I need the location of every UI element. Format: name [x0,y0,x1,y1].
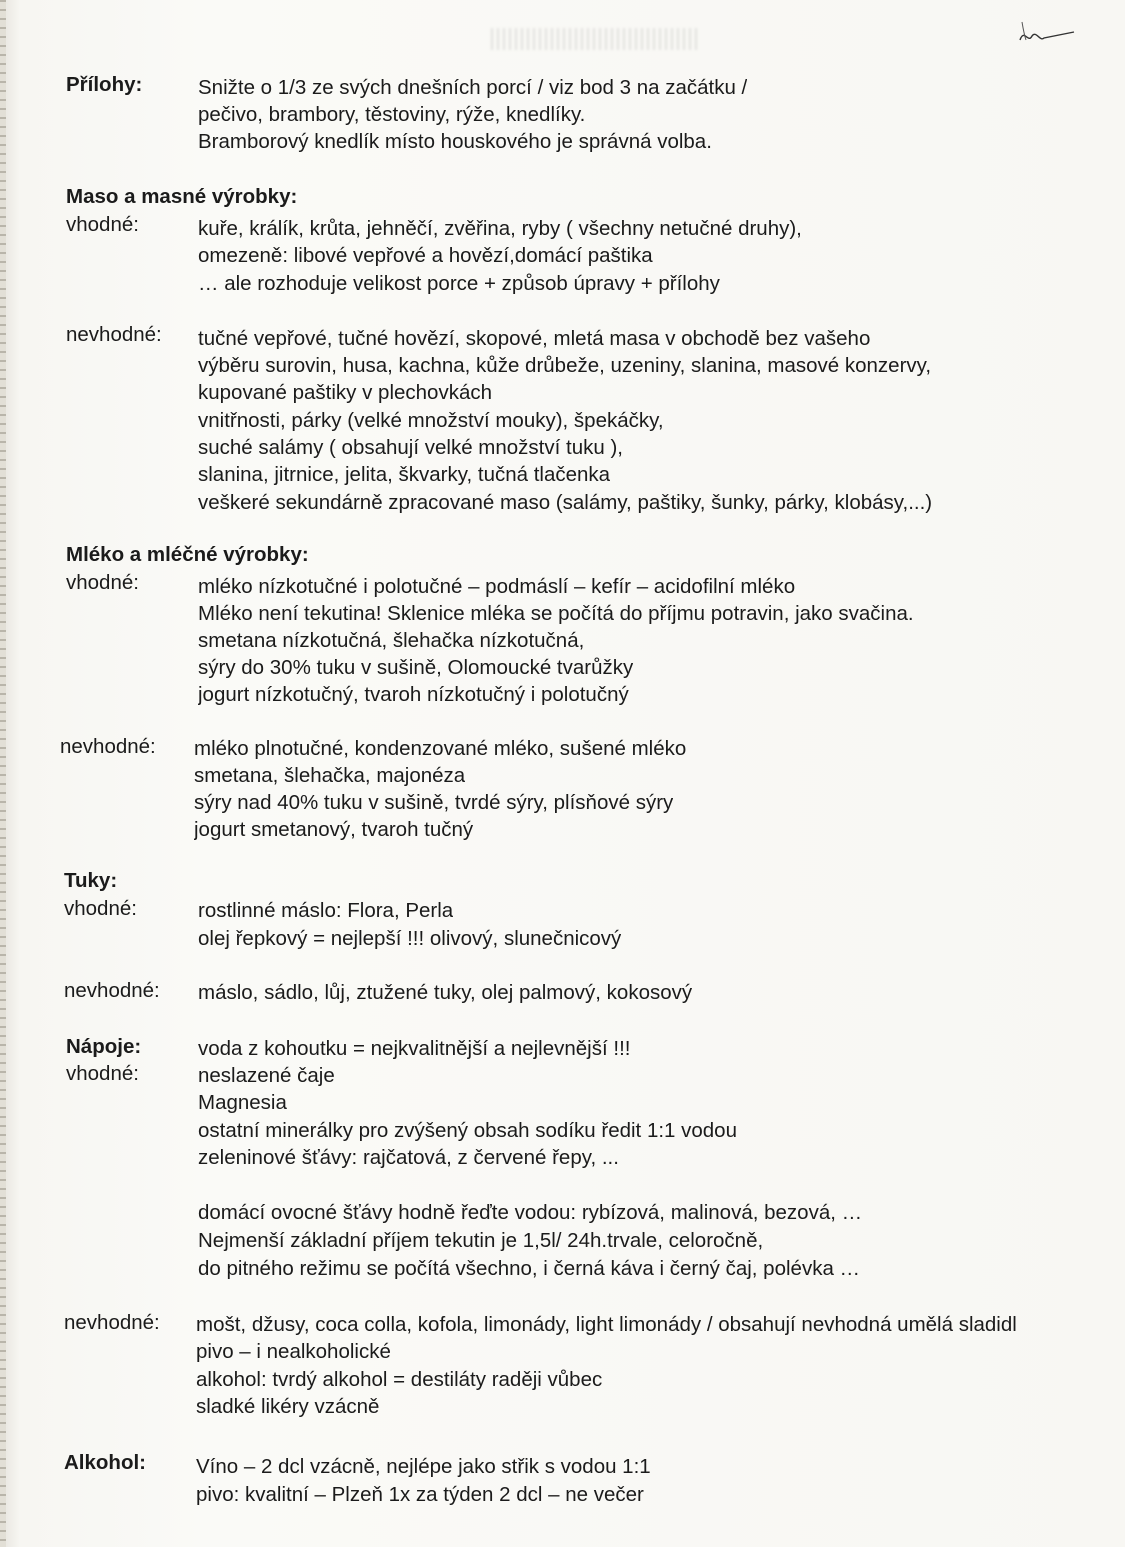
mleko-vhodne-line-5: jogurt nízkotučný, tvaroh nízkotučný i polotučný [198,683,629,706]
napoje-extra-line-2: Nejmenší základní příjem tekutin je 1,5l/ 24h.trvale, celoročně, [198,1229,764,1252]
section-title-prilohy: Přílohy: [66,73,143,96]
napoje-vhodne-line-5: zeleninové šťávy: rajčatová, z červené řepy, ... [198,1146,619,1169]
napoje-extra-line-1: domácí ovocné šťávy hodně řeďte vodou: rybízová, malinová, bezová, … [198,1201,863,1224]
napoje-nevhodne-line-2: pivo – i nealkoholické [196,1340,391,1363]
napoje-vhodne-line-2: neslazené čaje [198,1064,335,1087]
maso-nevhodne-line-7: veškeré sekundárně zpracované maso (salámy, paštiky, šunky, párky, klobásy,...) [198,491,933,514]
maso-nevhodne-line-2: výběru surovin, husa, kachna, kůže drůbeže, uzeniny, slanina, masové konzervy, [198,354,932,377]
section-title-tuky: Tuky: [64,869,118,892]
handwritten-mark [1014,18,1084,48]
section-title-napoje: Nápoje: [66,1035,142,1058]
maso-vhodne-label: vhodné: [66,213,139,236]
maso-vhodne-line-2: omezeně: libové vepřové a hovězí,domácí paštika [198,244,653,267]
section-title-alkohol: Alkohol: [64,1451,146,1474]
prilohy-line-3: Bramborový knedlík místo houskového je správná volba. [198,130,712,153]
mleko-nevhodne-label: nevhodné: [60,735,156,758]
section-title-mleko: Mléko a mléčné výrobky: [66,543,309,566]
faded-header-smudge [491,28,701,50]
document-page [6,0,1125,1547]
napoje-nevhodne-line-1: mošt, džusy, coca colla, kofola, limonády, light limonády / obsahují nevhodná umělá sladidl [196,1313,1017,1336]
napoje-nevhodne-line-3: alkohol: tvrdý alkohol = destiláty raději vůbec [196,1368,603,1391]
alkohol-line-2: pivo: kvalitní – Plzeň 1x za týden 2 dcl – ne večer [196,1483,644,1506]
prilohy-line-1: Snižte o 1/3 ze svých dnešních porcí / viz bod 3 na začátku / [198,76,748,99]
mleko-nevhodne-line-3: sýry nad 40% tuku v sušině, tvrdé sýry, plísňové sýry [194,791,674,814]
napoje-nevhodne-line-4: sladké likéry vzácně [196,1395,380,1418]
mleko-vhodne-line-3: smetana nízkotučná, šlehačka nízkotučná, [198,629,585,652]
tuky-nevhodne-line-1: máslo, sádlo, lůj, ztužené tuky, olej palmový, kokosový [198,981,693,1004]
maso-nevhodne-line-3: kupované paštiky v plechovkách [198,381,493,404]
mleko-vhodne-line-2: Mléko není tekutina! Sklenice mléka se počítá do příjmu potravin, jako svačina. [198,602,914,625]
mleko-vhodne-line-4: sýry do 30% tuku v sušině, Olomoucké tvarůžky [198,656,634,679]
mleko-nevhodne-line-4: jogurt smetanový, tvaroh tučný [194,818,474,841]
tuky-vhodne-line-2: olej řepkový = nejlepší !!! olivový, slunečnicový [198,927,622,950]
maso-vhodne-line-1: kuře, králík, krůta, jehněčí, zvěřina, ryby ( všechny netučné druhy), [198,217,802,240]
tuky-vhodne-label: vhodné: [64,897,137,920]
napoje-vhodne-line-3: Magnesia [198,1091,287,1114]
mleko-vhodne-line-1: mléko nízkotučné i polotučné – podmáslí – kefír – acidofilní mléko [198,575,796,598]
maso-nevhodne-line-6: slanina, jitrnice, jelita, škvarky, tučná tlačenka [198,463,611,486]
napoje-nevhodne-label: nevhodné: [64,1311,160,1334]
maso-nevhodne-line-5: suché salámy ( obsahují velké množství tuku ), [198,436,623,459]
napoje-vhodne-line-4: ostatní minerálky pro zvýšený obsah sodíku ředit 1:1 vodou [198,1119,737,1142]
section-title-maso: Maso a masné výrobky: [66,185,298,208]
mleko-nevhodne-line-1: mléko plnotučné, kondenzované mléko, sušené mléko [194,737,687,760]
alkohol-line-1: Víno – 2 dcl vzácně, nejlépe jako střik s vodou 1:1 [196,1455,651,1478]
maso-nevhodne-label: nevhodné: [66,323,162,346]
napoje-extra-line-3: do pitného režimu se počítá všechno, i černá káva i černý čaj, polévka … [198,1257,861,1280]
maso-nevhodne-line-4: vnitřnosti, párky (velké množství mouky), špekáčky, [198,409,664,432]
tuky-vhodne-line-1: rostlinné máslo: Flora, Perla [198,899,454,922]
mleko-nevhodne-line-2: smetana, šlehačka, majonéza [194,764,466,787]
maso-nevhodne-line-1: tučné vepřové, tučné hovězí, skopové, mletá masa v obchodě bez vašeho [198,327,871,350]
napoje-vhodne-line-1: voda z kohoutku = nejkvalitnější a nejlevnější !!! [198,1037,631,1060]
mleko-vhodne-label: vhodné: [66,571,139,594]
napoje-vhodne-label: vhodné: [66,1062,139,1085]
prilohy-line-2: pečivo, brambory, těstoviny, rýže, knedlíky. [198,103,586,126]
maso-vhodne-line-3: … ale rozhoduje velikost porce + způsob úpravy + přílohy [198,272,720,295]
tuky-nevhodne-label: nevhodné: [64,979,160,1002]
